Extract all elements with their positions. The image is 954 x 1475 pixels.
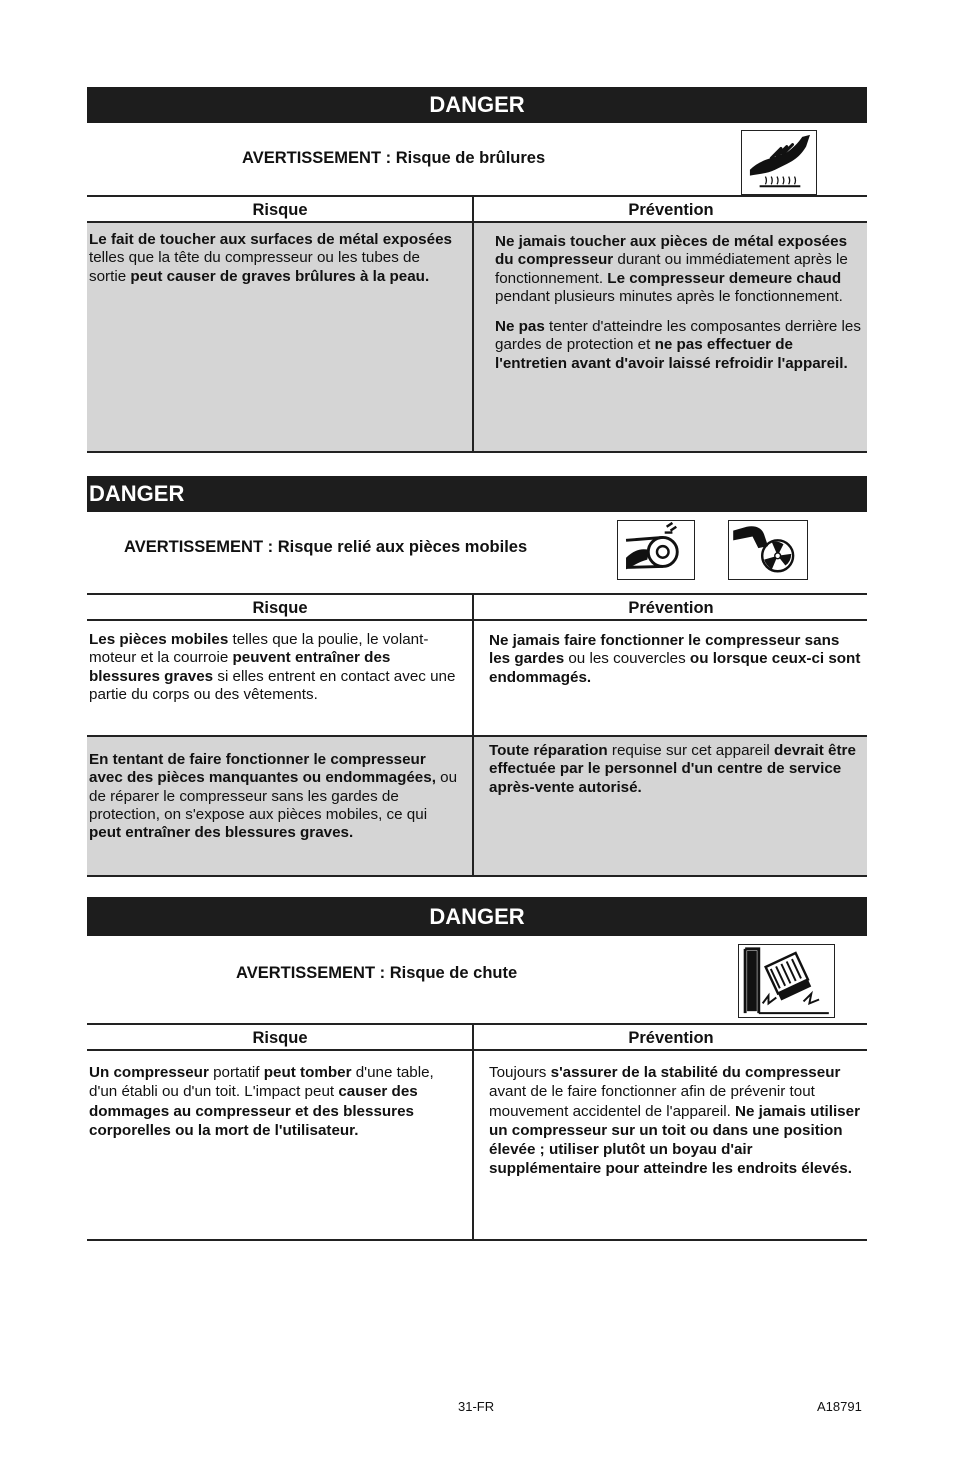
danger-banner: DANGER <box>87 476 867 512</box>
table-row <box>87 621 867 735</box>
paragraph: Ne jamais toucher aux pièces de métal exposées du compresseur durant ou immédiatement après le fonctionnement. Le compresseur demeure chaud pendant plusieurs minutes après le fonctionnement. <box>495 233 848 305</box>
risk-cell: En tentant de faire fonctionner le compresseur avec des pièces manquantes ou endommagées, ou de réparer le compresseur sans les gardes de protection, on s'expose aux pièces mobiles, ce qui peut entraîner des blessures graves. <box>89 751 458 842</box>
warning-title: AVERTISSEMENT : Risque de brûlures <box>242 149 546 167</box>
risk-header: Risque <box>252 599 308 617</box>
table-header <box>87 1025 867 1051</box>
fan-blade-hand-icon <box>728 520 808 580</box>
danger-section-burn <box>87 87 867 453</box>
table-header <box>87 197 867 223</box>
hot-surface-hand-icon <box>741 130 817 195</box>
risk-header: Risque <box>252 1029 308 1047</box>
risk-cell: Un compresseur portatif peut tomber d'une table, d'un établi ou d'un toit. L'impact peut causer des dommages au compresseur et des blessures corporelles ou la mort de l'utilisateur. <box>89 1064 434 1139</box>
prevention-header: Prévention <box>628 201 714 219</box>
paragraph: Toujours s'assurer de la stabilité du compresseur avant de le faire fonctionner afin de prévenir tout mouvement accidentel de l'appareil. Ne jamais utiliser un compresseur sur un toit ou dans une position élevée ; utiliser plutôt un boyau d'air supplémentaire pour atteindre les endroits élevés. <box>489 1064 860 1178</box>
warning-title: AVERTISSEMENT : Risque relié aux pièces mobiles <box>124 538 528 556</box>
page-number: 31-FR <box>458 1399 495 1414</box>
danger-banner: DANGER <box>87 897 867 936</box>
danger-section-fall <box>87 897 867 1243</box>
prevention-cell <box>489 632 864 699</box>
danger-banner: DANGER <box>87 87 867 123</box>
paragraph: Ne jamais faire fonctionner le compresseur sans les gardes ou les couvercles ou lorsque ceux-ci sont endommagés. <box>489 632 861 686</box>
risk-cell: Le fait de toucher aux surfaces de métal exposées telles que la tête du compresseur ou les tubes de sortie peut causer de graves brûlures à la peau. <box>89 231 452 285</box>
column-divider <box>472 1025 474 1239</box>
risk-cell: Les pièces mobiles telles que la poulie, le volant-moteur et la courroie peuvent entraîner des blessures graves si elles entrent en contact avec une partie du corps ou des vêtements. <box>89 631 456 703</box>
risk-prevention-table <box>87 593 867 877</box>
prevention-cell <box>489 742 864 809</box>
column-divider <box>472 197 474 451</box>
risk-prevention-table <box>87 195 867 453</box>
prevention-header: Prévention <box>628 1029 714 1047</box>
prevention-cell <box>489 1063 864 1191</box>
prevention-cell <box>495 233 863 385</box>
column-divider <box>472 595 474 875</box>
risk-prevention-table <box>87 1023 867 1241</box>
prevention-header: Prévention <box>628 599 714 617</box>
table-row <box>87 223 867 451</box>
risk-header: Risque <box>252 201 308 219</box>
danger-section-moving-parts <box>87 476 867 876</box>
document-code: A18791 <box>817 1399 862 1414</box>
table-header <box>87 595 867 621</box>
pulley-belt-hand-icon <box>617 520 695 580</box>
table-row <box>87 1051 867 1239</box>
paragraph: Toute réparation requise sur cet appareil devrait être effectuée par le personnel d'un centre de service après-vente autorisé. <box>489 742 856 796</box>
table-row <box>87 735 867 875</box>
paragraph: Ne pas tenter d'atteindre les composantes derrière les gardes de protection et ne pas effectuer de l'entretien avant d'avoir laissé refroidir l'appareil. <box>495 318 861 372</box>
falling-compressor-icon <box>738 944 835 1018</box>
warning-title: AVERTISSEMENT : Risque de chute <box>236 964 518 982</box>
